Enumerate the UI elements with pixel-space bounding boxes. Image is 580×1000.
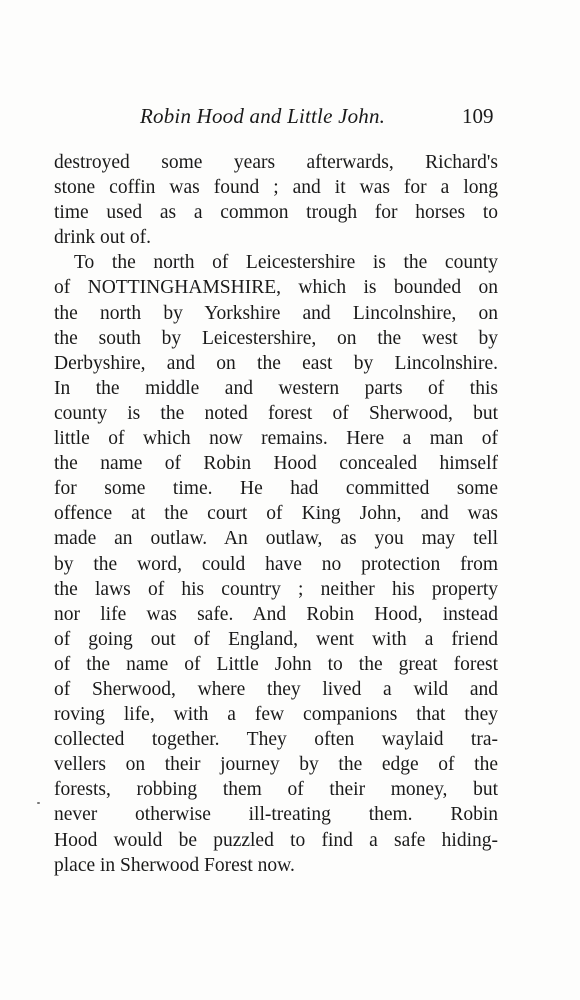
text-line: never otherwise ill-treating them. Robin <box>54 804 498 826</box>
text-line: offence at the court of King John, and was <box>54 503 498 525</box>
text-line: the south by Leicestershire, on the west by <box>54 327 498 349</box>
text-line: the laws of his country ; neither his property <box>54 578 498 600</box>
text-line: the north by Yorkshire and Lincolnshire, on <box>54 302 498 324</box>
text-line: To the north of Leicestershire is the county <box>74 252 498 274</box>
text-line: Derbyshire, and on the east by Lincolnshire. <box>54 352 498 374</box>
text-line: place in Sherwood Forest now. <box>54 854 295 876</box>
page-number: 109 <box>462 104 494 128</box>
text-line: drink out of. <box>54 227 151 249</box>
text-line: vellers on their journey by the edge of the <box>54 754 498 776</box>
page-header <box>0 104 580 136</box>
text-line: of going out of England, went with a friend <box>54 628 498 650</box>
text-line: collected together. They often waylaid tra- <box>54 729 498 751</box>
text-line: for some time. He had committed some <box>54 478 498 500</box>
body-text <box>54 150 498 878</box>
text-line: In the middle and western parts of this <box>54 377 498 399</box>
text-line: stone coffin was found ; and it was for a long <box>54 177 498 199</box>
text-line: time used as a common trough for horses to <box>54 202 498 224</box>
text-line: little of which now remains. Here a man of <box>54 428 498 450</box>
text-line: forests, robbing them of their money, but <box>54 779 498 801</box>
text-line: the name of Robin Hood concealed himself <box>54 453 498 475</box>
print-speck <box>37 802 40 804</box>
text-line: Hood would be puzzled to find a safe hiding- <box>54 829 498 851</box>
text-line: nor life was safe. And Robin Hood, instead <box>54 603 498 625</box>
text-line: made an outlaw. An outlaw, as you may tell <box>54 528 498 550</box>
text-line: of Sherwood, where they lived a wild and <box>54 678 498 700</box>
text-line: county is the noted forest of Sherwood, but <box>54 402 498 424</box>
text-line: roving life, with a few companions that they <box>54 704 498 726</box>
text-line: destroyed some years afterwards, Richard's <box>54 152 498 173</box>
text-line: by the word, could have no protection from <box>54 553 498 575</box>
text-line: of NOTTINGHAMSHIRE, which is bounded on <box>54 277 498 299</box>
text-line: of the name of Little John to the great forest <box>54 653 498 675</box>
running-title: Robin Hood and Little John. <box>140 104 386 128</box>
